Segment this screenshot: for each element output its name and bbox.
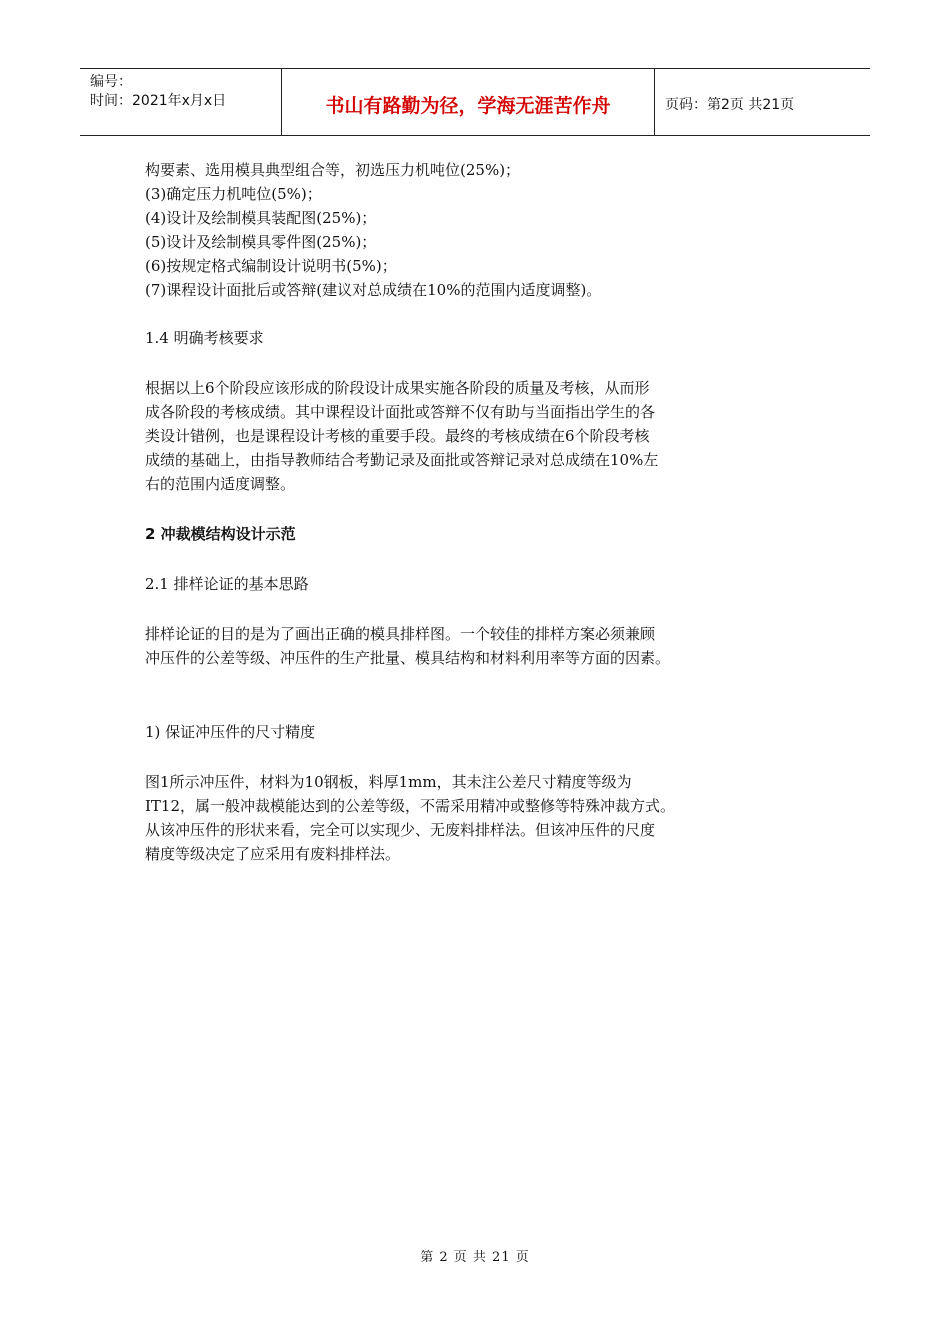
list-line: (7)课程设计面批后或答辩(建议对总成绩在10%的范围内适度调整)。 xyxy=(145,281,602,299)
paragraph-line: 类设计错例，也是课程设计考核的重要手段。最终的考核成绩在6个阶段考核 xyxy=(145,427,650,445)
document-body xyxy=(145,158,810,866)
list-line: (5)设计及绘制模具零件图(25%)； xyxy=(145,233,377,251)
list-line: 构要素、选用模具典型组合等，初选压力机吨位(25%)； xyxy=(145,161,521,179)
header-motto-cell xyxy=(282,69,655,135)
page-header xyxy=(80,68,870,136)
paragraph-line: 排样论证的目的是为了画出正确的模具排样图。一个较佳的排样方案必须兼顾 xyxy=(145,625,656,643)
footer-page-number: 第 2 页 共 21 页 xyxy=(420,1250,530,1265)
list-line: (4)设计及绘制模具装配图(25%)； xyxy=(145,209,377,227)
page-footer xyxy=(0,1246,950,1265)
paragraph-line: IT12，属一般冲裁模能达到的公差等级，不需采用精冲或整修等特殊冲裁方式。 xyxy=(145,797,676,815)
serial-label: 编号： xyxy=(90,74,132,90)
section-1-4-paragraph xyxy=(145,376,810,496)
section-1-4-title: 1.4 明确考核要求 xyxy=(145,329,264,347)
subsection-1-paragraph xyxy=(145,770,810,866)
paragraph-line: 从该冲压件的形状来看，完全可以实现少、无废料排样法。但该冲压件的尺度 xyxy=(145,821,656,839)
header-page-cell xyxy=(655,69,870,135)
chapter-2-title: 2 冲裁模结构设计示范 xyxy=(145,525,296,543)
paragraph-line: 图1所示冲压件，材料为10钢板，料厚1mm，其未注公差尺寸精度等级为 xyxy=(145,773,632,791)
paragraph-line: 根据以上6个阶段应该形成的阶段设计成果实施各阶段的质量及考核，从而形 xyxy=(145,379,650,397)
date-line: 时间：2021年x月x日 xyxy=(90,93,227,109)
section-2-1-paragraph xyxy=(145,622,810,670)
paragraph-line: 右的范围内适度调整。 xyxy=(145,475,296,493)
motto-text: 书山有路勤为径，学海无涯苦作舟 xyxy=(325,94,611,117)
page-info: 页码：第2页 共21页 xyxy=(665,97,795,113)
paragraph-line: 成各阶段的考核成绩。其中课程设计面批或答辩不仅有助与当面指出学生的各 xyxy=(145,403,656,421)
header-meta-cell xyxy=(80,69,282,135)
subsection-1-title: 1) 保证冲压件的尺寸精度 xyxy=(145,723,316,741)
list-line: (3)确定压力机吨位(5%)； xyxy=(145,185,322,203)
paragraph-line: 精度等级决定了应采用有废料排样法。 xyxy=(145,845,401,863)
paragraph-line: 成绩的基础上，由指导教师结合考勤记录及面批或答辩记录对总成绩在10%左 xyxy=(145,451,659,469)
paragraph-line: 冲压件的公差等级、冲压件的生产批量、模具结构和材料利用率等方面的因素。 xyxy=(145,649,671,667)
list-line: (6)按规定格式编制设计说明书(5%)； xyxy=(145,257,397,275)
section-2-1-title: 2.1 排样论证的基本思路 xyxy=(145,575,309,593)
